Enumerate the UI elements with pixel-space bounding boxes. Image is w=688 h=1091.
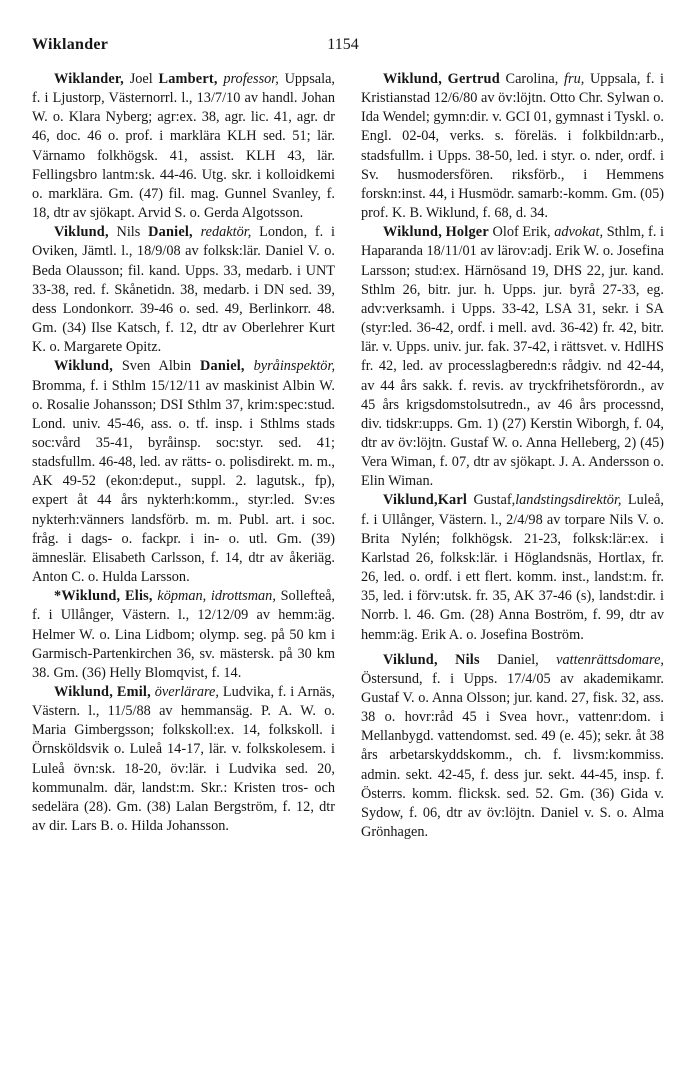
entry-surname: Viklund, [383, 651, 438, 668]
biography-entry: Wiklund, Holger Olof Erik, advokat, Sthlm, f. i Haparanda 18/11/01 av lärov:adj. Erik W. o. Josefina Larsson; stud:ex. Härnösand 19, DHS 22, jur. kand. Sthlm 26, bitr. jur. h. Upps. jur. byrå 27-33, eg. adv:verksamh. i Upps. 33-42, LSA 31, sekr. i SA (styr:led. 36-42, ordf. i mell. avd. 36-42) fr. 42, bitr. lär. v. Upps. univ. jur. fak. 37-42, i rättsvet. v. HdlHS fr. 42, led. av processlagberedn:s rådgiv. nd 42-44, av 44 års sakk. f. revis. av tryckfrihetsförordn., av 45 års krigsdomstolsutredn., av 46 års processnd, div. tidskr:upps. Gm. 1) (27) Kerstin Wiborgh, f. 04, dtr av öv:löjtn. Gustaf W. o. Anna Helleberg, 2) (45) Vera Wiman, f. 07, dtr av sjökapt. J. A. Andersson o. Elin Wiman. [361, 224, 664, 490]
entry-given-name: Karl [437, 492, 468, 509]
entry-text: Ludvika, f. i Arnäs, Västern. l., 11/5/88 av hemmansäg. P. A. W. o. Maria Gimbergsson; folkskoll:ex. 14, folkskoll. i Örnsköldsvik o. Luleå 14-17, lär. v. folkskolesem. i Luleå övn:sk. 18-20, öv:lär. i Ludvika sed. 20, kommunalm. där, landst:m. Skr.: Kristen tros- och sedelära (28). Gm. (38) Lalan Bergström, f. 12, dtr av dir. Lars B. o. Hilda Johansson. [32, 684, 336, 835]
entry-surname: Wiklund, [61, 588, 121, 605]
left-column [32, 70, 335, 836]
biography-entry: Viklund, Nils Daniel, vattenrättsdomare, Östersund, f. i Upps. 17/4/05 av akademikamr. Gustaf V. o. Anna Olsson; jur. kand. 27, fisk. 32, ass. 38 o. hovr:råd 45 i Svea hovr., vattenr:dom. i Mellanbygd. vattendomst. sed. 49 (e. 45); sekr. åt 38 års arbetarskyddskomm., ch. f. livsm:kommiss. admin. sekt. 42-45, f. dess jur. sekt. 44-45, insp. f. Österrs. komm. flicksk. sed. 52. Gm. (36) Gida v. Sydow, f. 06, dtr av öv:löjtn. Daniel v. S. o. Alma Grönhagen. [361, 651, 665, 841]
entry-text: Östersund, f. i Upps. 17/4/05 av akademikamr. Gustaf V. o. Anna Olsson; jur. kand. 27, fisk. 32, ass. 38 o. hovr:råd 45 i Svea hovr., vattenr:dom. i Mellanbygd. vattendomst. sed. 49 (e. 45); sekr. åt 38 års arbetarskyddskomm., ch. f. livsm:kommiss. admin. sekt. 42-45, f. dess jur. sekt. 44-45, insp. f. Österrs. komm. flicksk. sed. 52. Gm. (36) Gida v. Sydow, f. 06, dtr av öv:löjtn. Daniel v. S. o. Alma Grönhagen. [361, 670, 664, 841]
biography-entry: Viklund, Nils Daniel, redaktör, London, f. i Oviken, Jämtl. l., 18/9/08 av folksk:lär. Daniel V. o. Beda Olausson; fil. kand. Upps. 33, medarb. i UNT 33-38, red. f. Skånetidn. 38, medarb. i DN sed. 39, dess Londonkorr. 39-46 o. sed. 49, Berlinkorr. 48. Gm. (34) Ilse Katsch, f. 12, dtr av Oberlehrer Kurt K. o. Margarete Opitz. [32, 224, 336, 356]
entry-text: Uppsala, f. i Ljustorp, Västernorrl. l., 13/7/10 av handl. Johan W. o. Klara Nyberg; agr:ex. 38, agr. lic. 41, agr. dr 46, doc. 46 o. prof. i marklära KLH sed. 51; lär. Värnamo folkhögsk. 41, assist. KLH 43, lär. Fellingsbro lantm:sk. 44-46. Utg. skr. i kolloidkemi o. marklära. Gm. (47) fil. mag. Gunnel Svanley, f. 18, dtr av sjökapt. Arvid S. o. Gerda Algotsson. [32, 71, 336, 222]
entry-given-name: Elis, [125, 588, 153, 605]
entry-given-name: Holger [445, 224, 489, 241]
biography-entry [32, 587, 335, 683]
entry-occupation: fru, [564, 71, 585, 87]
page-header [32, 36, 654, 60]
entry-text: Sollefteå, f. i Ullånger, Västern. l., 12/12/09 av hemm:äg. Helmer W. o. Lina Lidbom; olymp. seg. på 50 km i Garmisch-Partenkirchen 36, sv. mästersk. på 30 km 38. Gm. (36) Helly Blomqvist, f. 14. [32, 588, 335, 681]
entry-given-name: Emil, [116, 684, 151, 700]
entry-occupation: advokat, [554, 224, 604, 241]
running-head: Wiklander [32, 36, 109, 53]
entry-text: Sthlm, f. i Haparanda 18/11/01 av lärov:adj. Erik W. o. Josefina Larsson; stud:ex. Härnösand 19, DHS 22, jur. kand. Sthlm 26, bitr. jur. h. Upps. jur. byrå 27-33, eg. adv:verksamh. i Upps. 33-42, LSA 31, sekr. i SA (styr:led. 36-42, ordf. i mell. avd. 36-42) fr. 42, bitr. lär. v. Upps. univ. jur. fak. 37-42, i rättsvet. v. HdlHS fr. 42, led. av processlagberedn:s rådgiv. nd 42-44, av 44 års sakk. f. revis. av tryckfrihetsförordn., av 45 års krigsdomstolsutredn., av 46 års processnd, div. tidskr:upps. Gm. 1) (27) Kerstin Wiborgh, f. 04, dtr av öv:löjtn. Gustaf W. o. Anna Helleberg, 2) (45) Vera Wiman, f. 07, dtr av sjökapt. J. A. Andersson o. Elin Wiman. [361, 224, 664, 490]
entry-given-name: Lambert, [158, 71, 218, 87]
entry-occupation: professor, [223, 71, 279, 87]
entry-surname: Wiklander, [54, 71, 124, 87]
entry-occupation: överlärare, [154, 684, 219, 700]
entry-text: London, f. i Oviken, Jämtl. l., 18/9/08 av folksk:lär. Daniel V. o. Beda Olausson; fil. kand. Upps. 33, medarb. i UNT 33-38, red. f. Skånetidn. 38, medarb. i DN sed. 39, dess Londonkorr. 39-46 o. sed. 49, Berlinkorr. 48. Gm. (34) Ilse Katsch, f. 12, dtr av Oberlehrer Kurt K. o. Margarete Opitz. [32, 224, 336, 356]
page-number: 1154 [327, 36, 359, 53]
biography-entry: Wiklund, Gertrud Carolina, fru, Uppsala, f. i Kristianstad 12/6/80 av öv:löjtn. Otto Chr. Sylwan o. Ida Wendel; gymn:dir. v. GCI 01, gymnast i Tyskl. o. Engl. 02-04, verks. s. föreläs. i folkbildn:arb., stadsfullm. i Upps. 38-50, led. i styr. o. nder, ordf. i Sv. husmodersfören. riksförb., i Hemmens forskn:inst. 44, i Husmödr. samarb:-komm. Gm. (05) prof. K. B. Wiklund, f. 68, d. 34. [361, 71, 665, 222]
entry-surname: Wiklund, [383, 224, 442, 241]
biography-entry: Wiklund, Sven Albin Daniel, byråinspektör, Bromma, f. i Sthlm 15/12/11 av maskinist Albin W. o. Rosalie Johansson; DSI Sthlm 37, krim:spec:stud. Lond. univ. 45-46, ass. o. tf. insp. i Sthlms stads soc:vård 35-41, byråinsp. soc:styr. sed. 41; stadsfullm. 46-48, led. av rätts- o. polisdirekt. m. m., AK 49-52 (ekon:deput., suppl. 2. lagutsk., fp), expert åt 44 års nykterh:komm., styr:led. Sv:es nykterh:vänners landsförb. m. m. Publ. art. i soc. fråg. i dags- o. fackpr. i in- o. utl. Gm. (39) ämneslär. Elisabeth Carlsson, f. 14, dtr av åkeriäg. Anton C. o. Hulda Larsson. [32, 358, 336, 586]
entry-given-name: Nils [455, 651, 480, 668]
biography-entry [32, 683, 335, 836]
entry-occupation: landstingsdirektör, [515, 492, 622, 509]
entry-occupation: redaktör, [200, 224, 252, 241]
entry-surname: Wiklund, [54, 358, 113, 375]
entry-surname: Wiklund, [383, 71, 442, 87]
entry-text: Luleå, f. i Ullånger, Västern. l., 2/4/98 av torpare Nils V. o. Brita Nylén; folkhögsk. 21-23, folksk:lär:ex. i Karlstad 26, folksk:lär. i Höglandsnäs, Hortlax, fr. 26, led. o. ordf. i ett flert. komm. inst., landst:m. fr. 35, led. i förv:utsk. fr. 35, AK 37-46 (s), landst:dir. i Norrb. l. 46. Gm. (28) Anna Boström, f. 99, dtr av hemm:äg. Erik A. o. Josefina Boström. [361, 492, 664, 643]
entry-occupation: köpman, idrottsman, [157, 588, 276, 605]
biography-entry: Viklund,Karl Gustaf,landstingsdirektör, Luleå, f. i Ullånger, Västern. l., 2/4/98 av torpare Nils V. o. Brita Nylén; folkhögsk. 21-23, folksk:lär:ex. i Karlstad 26, folksk:lär. i Höglandsnäs, Hortlax, fr. 26, led. o. ordf. i ett flert. komm. inst., landst:m. fr. 35, led. i förv:utsk. fr. 35, AK 37-46 (s), landst:dir. i Norrb. l. 46. Gm. (28) Anna Boström, f. 99, dtr av hemm:äg. Erik A. o. Josefina Boström. [361, 492, 664, 643]
entry-surname: Viklund, [54, 224, 109, 241]
entry-occupation: byråinspektör, [253, 358, 336, 375]
right-column [361, 70, 664, 842]
entry-text: Uppsala, f. i Kristianstad 12/6/80 av öv:löjtn. Otto Chr. Sylwan o. Ida Wendel; gymn:dir. v. GCI 01, gymnast i Tyskl. o. Engl. 02-04, verks. s. föreläs. i folkbildn:arb., stadsfullm. i Upps. 38-50, led. i styr. o. nder, ordf. i Sv. husmodersfören. riksförb., i Hemmens forskn:inst. 44, i Husmödr. samarb:-komm. Gm. (05) prof. K. B. Wiklund, f. 68, d. 34. [361, 71, 665, 222]
entry-given-name: Gertrud [447, 71, 500, 87]
entry-surname: Wiklund, [54, 684, 113, 700]
entry-occupation: vattenrättsdomare, [556, 651, 665, 668]
entry-text: Bromma, f. i Sthlm 15/12/11 av maskinist Albin W. o. Rosalie Johansson; DSI Sthlm 37, krim:spec:stud. Lond. univ. 45-46, ass. o. tf. insp. i Sthlms stads soc:vård 35-41, byråinsp. soc:styr. sed. 41; stadsfullm. 46-48, led. av rätts- o. polisdirekt. m. m., AK 49-52 (ekon:deput., suppl. 2. lagutsk., fp), expert åt 44 års nykterh:komm., styr:led. Sv:es nykterh:vänners landsförb. m. m. Publ. art. i soc. fråg. i dags- o. fackpr. i in- o. utl. Gm. (39) ämneslär. Elisabeth Carlsson, f. 14, dtr av åkeriäg. Anton C. o. Hulda Larsson. [32, 377, 335, 586]
entry-marker: * [54, 588, 62, 605]
biography-entry: Wiklander, Joel Lambert, professor, Uppsala, f. i Ljustorp, Västernorrl. l., 13/7/10 av handl. Johan W. o. Klara Nyberg; agr:ex. 38, agr. lic. 41, agr. dr 46, doc. 46 o. prof. i marklära KLH sed. 51; lär. Värnamo folkhögsk. 41, assist. KLH 43, lär. Fellingsbro lantm:sk. 44-46. Utg. skr. i kolloidkemi o. marklära. Gm. (47) fil. mag. Gunnel Svanley, f. 18, dtr av sjökapt. Arvid S. o. Gerda Algotsson. [32, 71, 336, 222]
entry-given-name: Daniel, [200, 358, 245, 375]
entry-given-name: Daniel, [148, 224, 193, 241]
entry-surname: Viklund, [383, 492, 438, 509]
